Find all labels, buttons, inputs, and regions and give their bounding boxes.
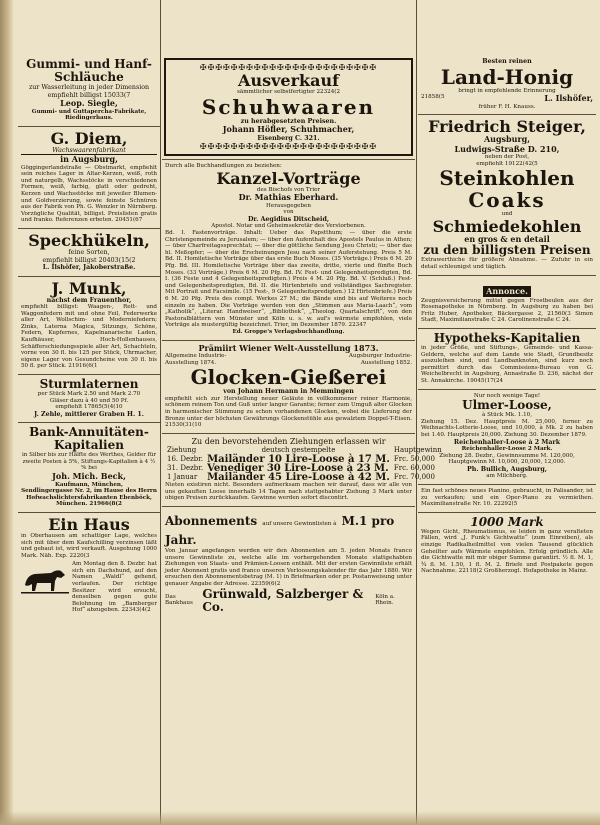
ad-line: empfiehlt 17865(5(4(10: [55, 404, 123, 411]
ad-big: Schmiedekohlen: [432, 216, 582, 236]
ad-bank-left: Das Bankhaus: [165, 593, 193, 607]
ad-name: Joh. Mich. Beck,: [52, 471, 126, 482]
ad-sub: nächst dem Frauenthor,: [46, 296, 132, 304]
ad-line: empfiehlt billigst 20403(15(2: [42, 256, 136, 264]
ad-haus: [18, 513, 160, 618]
ad-sub: Kaufmann, München,: [55, 481, 123, 488]
ad-hypo: [418, 329, 596, 390]
ad-addr: Eisenberg C. 321.: [257, 134, 320, 142]
ad-title: Glocken-Gießerei: [190, 365, 387, 390]
ad-body: Zeugnisversicherung mittel gegen Frostbeulen aus der Rosenapotheke in Nürnberg. In Augsburg zu haben bei Fritz Huber, Apotheker, Bäckergasse 2, 21560(3 Simon Stadt, Maximilianstraße C 24. Carolinenstraße C 24.: [421, 297, 593, 324]
ad-sub: von: [283, 209, 294, 216]
ad-body: empfiehlt sich zur Herstellung neuer Geläute in vollkommener reiner Harmonie, schönem reinem Ton und Guß unter langer Garantie; ferner zum Umguß alter Glocken in harmonischer Stimmung zu schon vorhandenen Glocken, wobei die Lieferung der Bronze unter der höchsten Gewährungs Glockenstühle aus gewalztem Doppel-T-Eisen. 21530(31(10: [165, 395, 412, 429]
ad-sub: von Johann Hermann in Memmingen: [223, 388, 354, 396]
ad-ausverkauf: ✠✠✠✠✠✠✠✠✠✠✠✠✠✠✠✠✠✠✠✠✠✠✠ Ausverkauf sämmtlicher selbstfertigter 22324(2 Schuhwaaren zu herabgesetzten Preisen. Johann Höfler, Schuhmacher, Eisenberg C. 321. ✠✠✠✠✠✠✠✠✠✠✠✠✠✠✠✠✠✠✠✠✠✠✠: [164, 58, 413, 156]
ad-title: Annonce.: [483, 286, 531, 298]
ad-title: 1000 Mark: [470, 514, 544, 529]
ad-body: in Oberhausen am schattiger Lage, welches sich mit über dem Kaufschilling verzinsen läßt und gebaut ist, wird verkauft. Ausgehung 1000 Mark. Näh. Exp. 2220(3: [21, 532, 157, 559]
ad-addr: Riedingerhaus.: [65, 115, 113, 122]
ad-name: Leop. Siegle,: [60, 98, 118, 108]
ad-title: Gummi- und Hanf-Schläuche: [26, 57, 152, 84]
ad-sub: Apostol. Notar und Geheimsekretär des Verstorbenen.: [211, 223, 366, 230]
ad-name: G. Diem,: [50, 128, 128, 148]
ad-mark: [418, 513, 596, 579]
ad-addr: Ludwigs-Straße D. 210,: [454, 143, 560, 154]
ad-line: Gläser dazu à 40 und 50 Pf.: [49, 397, 129, 404]
ad-main: Schuhwaaren: [201, 94, 376, 119]
lottery-table: [165, 446, 444, 482]
ad-addr: Sendlingergasse Nr. 2, im Hause des Herrn Hofwachslichtersfabrikanten Ebenböck, München. 21966(8(2: [21, 488, 157, 508]
ad-name: L. Ilshöfer, Jakoberstraße.: [42, 264, 136, 272]
ad-sub: des Bischofs von Trier: [256, 186, 321, 193]
ad-big: Steinkohlen: [439, 166, 575, 191]
ad-title: Bank-Annuitäten-Kapitalien: [29, 425, 149, 453]
ad-title: Hypotheks-Kapitalien: [433, 331, 581, 346]
ad-name: Friedrich Steiger,: [428, 117, 586, 137]
ad-honig: [418, 0, 596, 115]
ad-sturm: [18, 375, 160, 423]
ad-line: per Stück Mark 2.50 und Mark 2.70: [37, 390, 141, 397]
ad-annonce: [418, 276, 596, 329]
ad-line: zur Wasserleitung in jeder Dimension: [28, 84, 150, 91]
ad-body: Ein fast schönes neues Pianino, gebraucht, in Palisander, ist zu verkaufen; und ein Oper-Piano zu vermiethen. Maximilianstraße Nr. 10. 22292(5: [421, 487, 593, 508]
ad-title: Ein Haus: [48, 514, 130, 534]
ad-title: Zu den bevorstehenden Ziehungen erlassen wir: [191, 436, 386, 446]
ad-glocken: [162, 341, 415, 434]
column-rule: [416, 0, 417, 825]
ad-sub: Gummi- und Guttapercha-Fabrikate,: [31, 108, 147, 115]
ad-gummi: [18, 0, 160, 127]
table-row: 31. Dezbr. Venediger 30 Lire-Loose à 23 M. Frc. 60,000: [167, 463, 435, 475]
ad-name: J. Munk,: [51, 278, 127, 298]
ad-pre: Durch alle Buchhandlungen zu beziehen:: [165, 163, 282, 170]
ad-bank-right: Köln a. Rhein.: [375, 593, 395, 607]
ad-pre: Nur noch wenige Tage!: [473, 392, 541, 399]
ad-body: Bd. I. Fastenvorträge. Inhalt: Ueber das Papstthum; — über die erste Christengemeinde zu Jerusalem; — über den Aufenthalt des Apostels Paulus in Athen; — über Charfreitagssprechtat; — über die göttliche Sendung Jesu Christi; — über das hl. Meßopfer; — über die Erscheinungen Jesu nach seiner Auferstehung. Preis 5 M. Bd. II. Homiletische Vorträge über das erste Buch Moses. (35 Vorträge.) Preis 6 M. 20 Pfg. Bd. III. Homiletische Vorträge über das zweite, dritte, vierte und fünfte Buch Moses. (33 Vorträge.) Preis 6 M. 20 Pfg. Bd. IV. Fest- und Gelegenheitspredigten, Bd. I. (36 Feste und 4 Gelegenheitspredigten.) Preis 4 M. 20 Pfg. Bd. V. (Schluß.) Fest- und Gelegenheitspredigten, Bd. II. die Hirtenbriefe und vollständiges Sachregister. Mit Portrait und Facsimile. (15 Fest-, 9 Gelegenheitspredigten.) 12 Hirtenbriefe.) Preis 6 M. 20 Pfg. Preis des compl. Werkes 27 M.; die Bände sind bis auf Weiteres noch einzeln zu haben. Die Vorträge werden von den „Stimmen aus Maria-Laach“, vom „Katholik“, „Literar. Handweiser“, „Bibliothek“, „Theolog. Quartalschrift“, von den Pastoralblättern von Münster und Köln u. s. w. auf's wärmste empfohlen, viele Vorträge als mustergültig bezeichnet. Trier, im Dezember 1879. 22347: [165, 230, 412, 329]
ad-body: Ziehung 15. Dez. Hauptpreis M. 25,000, ferner zu Weihnachts-Lotterie-Loose, und 10,000, à Mk. 2 zu haben bei 1.40. Hauptpreis 20,000. Ziehung 30. Dezember 1879.: [421, 418, 593, 438]
ad-body: Wegen Gicht, Rheumatismus, se leiden in ganz veralteten Fällen, wird „J. Funk's Gichtwatte“ (zum Einreiben), als einzige Radikalheilmittel von vielen Tausend glücklich Geheilter aufs Wärmste empfohlen. Erfolg gründlich. Alle die Gichtwatte mit mir obiger Summe garantirt. ½ fl. M. 1, ¾ fl. M. 1.50, 1 fl. M. 2. Briefe und Postpakete gegen Nachnahme. 22118(2 Großherzogl. Hofapotheke in Mainz.: [421, 528, 593, 575]
ad-editor: Dr. Aegidius Ditscheid,: [247, 215, 330, 223]
ad-name: Johann Höfler, Schuhmacher,: [222, 124, 355, 135]
ad-mid: auf unsere Gewinnlisten à: [262, 521, 337, 527]
ad-num: empfiehlt 19122(42(5: [476, 160, 538, 167]
ad-title: Land-Honig: [440, 64, 574, 89]
ad-und: und: [501, 211, 513, 218]
ad-publisher: Ed. Groppe's Verlagsbuchhandlung.: [232, 328, 345, 335]
ad-line: feine Sorten,: [68, 249, 110, 257]
column-rule: [160, 0, 161, 825]
ad-ziehung: [162, 434, 442, 507]
ad-body: Nieten existiren nicht. Besonders aufmerksam machen wir darauf, dass wir alle von uns gekauften Loose innerhalb 14 Tagen nach stattgehabter Ziehung 3 Mark unter obigen Preisen zurückkaufen. Gewinne werden sofort discontirt.: [165, 482, 412, 502]
ad-reich: Reichenhaller-Loose à 2 Mark: [453, 438, 561, 446]
ad-pre: Besten reinen: [482, 58, 532, 65]
ad-body: in jeder Größe, und Stiftungs-, Gemeinde- und Kassa-Geldern, welche auf dem Lande wie Stadt, Grundbesitz auszuleihen sind, und Landbanknoten, sind kurz noch permittirt durch das Commissions-Bureau von G. Weichelbrecht in Augsburg, Annastraße D. 236, nächst der St. Annakirche. 19045(17(24: [421, 345, 593, 384]
ad-big: zu den billigsten Preisen: [423, 243, 591, 258]
ad-row-left: Allgemeine Industrie-Ausstellung 1874.: [165, 353, 227, 366]
ad-body: in Silber bis zur Hälfte des Werthes, Gelder für zweite Posten à 5%, Stiftungs-Kapitalien à 4 ½ % bei: [21, 452, 156, 472]
ad-kanzel: [162, 159, 415, 340]
ad-sub: früher F. H. Knauss.: [478, 103, 536, 110]
ad-steiger: [418, 115, 596, 275]
ad-name: L. Ilshöfer,: [544, 93, 593, 104]
ad-name: J. Zehle, mittlerer Graben H. 1.: [34, 410, 144, 418]
column-left: [18, 0, 160, 825]
ad-munk: [18, 277, 160, 375]
ad-ulmer: [418, 390, 596, 485]
ad-price: M.1 pro Jahr.: [165, 514, 395, 547]
ad-title: Ulmer-Loose,: [462, 398, 552, 413]
ad-row-right: Augsburger Industrie-Ausstellung 1852.: [348, 353, 412, 366]
ad-bank: [18, 423, 160, 513]
ad-reich2: Reichenhaller-Loose 2 Mark.: [461, 446, 553, 453]
ad-lower: Am Montag den 8. Dezbr. hat sich ein Dachshund, auf den Namen „Waldl“ gehend, verlaufen. Der richtige Besitzer wird ersucht, denselben gegen gute Belohnung im „Bamberger Hof“ abzugeben. 22343(4(2: [72, 561, 157, 614]
table-row: 1 Januar Mailänder 45 Lire-Loose à 42 M. Frc. 70,000: [167, 472, 435, 484]
ad-body: Göggingerlandstraße — Obstmarkt, empfiehlt sein reiches Lager in Altar-Kerzen, weiß, roth und naturgelb, Wachsstöcke in verschiedenen Formen, weiß, farbig, glatt oder gedreht, Kerzen und Wachsstöcke mit jeweiler Blumen- und Goldverzierung, sowie feinste Schnüren aus der Fabrik von Ph. G. Wenzler in Nürnberg. Vorzügliche Qualität, billigst. Preislisten gratis und franko. Referenzen erbeten. 20451(67: [21, 164, 157, 224]
table-header: Ziehung deutsch gestempelte Hauptgewinn: [167, 446, 442, 455]
ad-title: Abonnements: [165, 514, 258, 528]
ad-sub: Herausgegeben: [266, 202, 311, 209]
ad-addr: am Milchberg.: [486, 473, 528, 480]
ad-author: Dr. Mathias Eberhard.: [238, 192, 339, 203]
table-row: 16. Dezbr. Mailänder 10 Lire-Loose à 17 M. Frc. 50,000: [167, 454, 435, 466]
ad-body: Extrawerthiche für größere Abnahme. — Zufuhr in ein detail schleunigst und täglich.: [421, 257, 593, 271]
ad-sub: neben der Post,: [484, 154, 530, 161]
ad-line: empfiehlt billigst 15033(7: [47, 91, 131, 99]
ad-pre: Prämiirt Wiener Welt-Ausstellung 1873.: [198, 342, 379, 353]
ad-line: sämmtlicher selbstfertigter 22324(2: [236, 89, 341, 95]
column-right: [418, 0, 596, 825]
ad-num: 21858(5: [421, 94, 445, 101]
ad-big: Coaks: [468, 188, 546, 213]
ad-sub: en gros & en detail: [464, 233, 550, 244]
ad-title: Ausverkauf: [238, 71, 339, 90]
ad-reich3: Ziehung 28. Dezbr., Gewinnsumme M. 120,000, Hauptgewinn M. 10,000, 20,000, 12,000.: [439, 452, 575, 466]
ad-title: Speckhükeln,: [28, 231, 150, 251]
ad-abonnement: [162, 507, 415, 618]
ad-bank-name: Grünwald, Salzberger & Co.: [202, 586, 364, 614]
ad-city: in Augsburg,: [60, 154, 118, 165]
ad-speck: [18, 229, 160, 277]
ad-title: Kanzel-Vorträge: [216, 168, 361, 188]
ad-title: Sturmlaternen: [39, 376, 139, 391]
ad-city: Augsburg,: [483, 134, 531, 145]
ad-sub: zu herabgesetzten Preisen.: [240, 117, 337, 125]
ad-body: Von Januar angefangen werden wir den Abonnenten am 5. jeden Monats franco unsere Gewinnliste zu, welche alle im vorhergehenden Monate stattgehabten Ziehungen von Staats- und Prämien-Loosen enthält. Mit der ersten Gewinnliste erhält jeder Abonnent gratis und franco unseren Verloosungskalender für das Jahr 1880. Wir ersuchen den Abonnementsbetrag (M. 1) in Briefmarken oder pr. Postanweisung unter genauer Angabe der Adresse. 22359(6(2: [165, 548, 412, 587]
dog-illustration: [21, 561, 69, 595]
ad-line: à Stück Mk. 1.10,: [481, 412, 532, 419]
ad-piano: [418, 485, 596, 513]
ad-diem: [18, 127, 160, 229]
ad-line: bringt in empfehlende Erinnerung: [458, 87, 556, 94]
ad-body: empfiehlt billigst: Waagen-, Rett- und Waggonfedern mit und ohne Feil, Federwerke aller Art, Wollschim- und Moderniefedern; Zinks, Laterna Magica, Sitzungs, Schöne, Federn, Kupfernes, Kapelnanarische Laden, Kaufhäuser, Hoch-Hollenhauses, Schäfferschiedungsspiele aller Art, Schachteln, vorne von 30 fl. bis 125 per Stück, Uhrmacher, eigene Lager von Gesundcheine von 30 fl. bis 50 fl. per Stück. 21916(6(1: [21, 304, 157, 370]
ad-name: Ph. Bullich, Augsburg,: [467, 465, 547, 473]
ad-sub: Wachswaarenfabrikant: [21, 147, 157, 156]
